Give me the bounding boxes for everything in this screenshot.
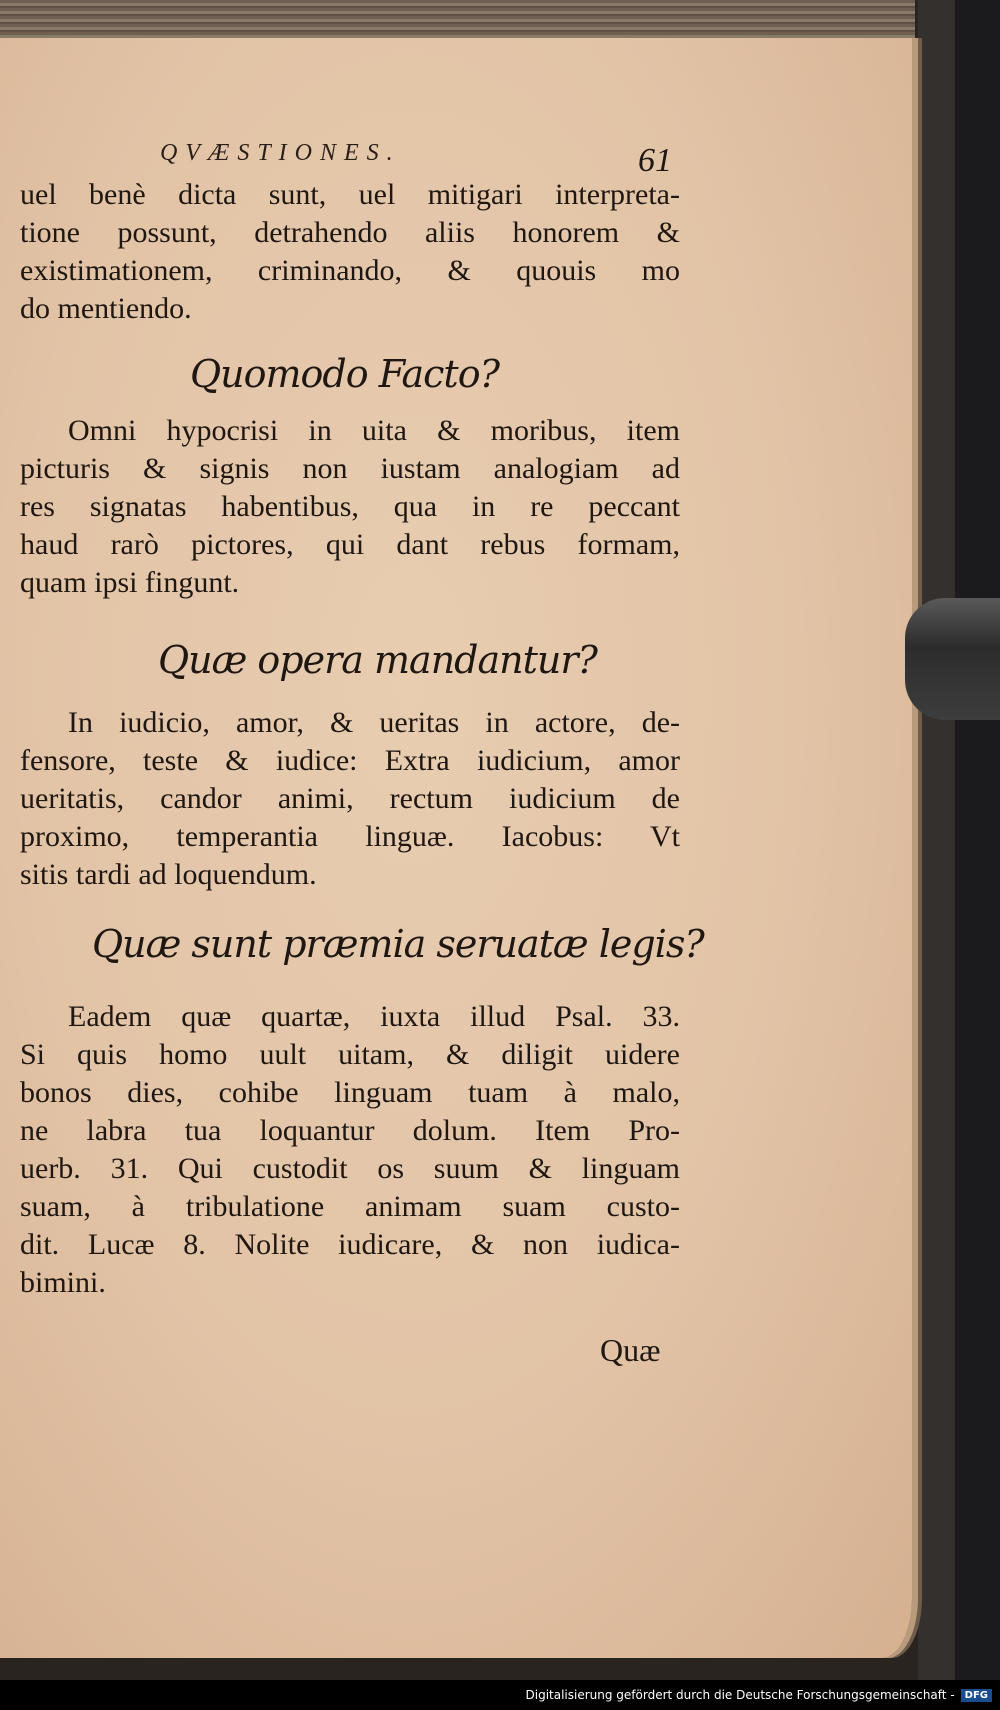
paragraph-3 bbox=[20, 704, 680, 894]
text-line: haud rarò pictores, qui dant rebus formam, bbox=[20, 528, 680, 561]
running-title: QVÆSTIONES. bbox=[160, 140, 401, 166]
paragraph-4 bbox=[20, 998, 680, 1302]
text-line: dit. Lucæ 8. Nolite iudicare, & non iudica- bbox=[20, 1228, 680, 1261]
text-line: bimini. bbox=[20, 1266, 106, 1299]
text-line: Si quis homo uult uitam, & diligit uidere bbox=[20, 1038, 680, 1071]
footer-credit: Digitalisierung gefördert durch die Deutsche Forschungsgemeinschaft - bbox=[525, 1688, 955, 1702]
text-line: Omni hypocrisi in uita & moribus, item bbox=[68, 414, 680, 447]
text-line: sitis tardi ad loquendum. bbox=[20, 858, 317, 891]
question-heading-3: Quæ sunt præmia seruatæ legis? bbox=[92, 922, 704, 966]
dfg-logo-icon: DFG bbox=[961, 1689, 992, 1702]
paragraph-1 bbox=[20, 176, 680, 328]
paragraph-2 bbox=[20, 412, 680, 602]
text-line: fensore, teste & iudice: Extra iudicium, amor bbox=[20, 744, 680, 777]
text-line: uerb. 31. Qui custodit os suum & linguam bbox=[20, 1152, 680, 1185]
text-line: Eadem quæ quartæ, iuxta illud Psal. 33. bbox=[68, 1000, 680, 1033]
binding-shadow bbox=[918, 0, 956, 1680]
footer-bar bbox=[0, 1680, 1000, 1710]
text-line: tione possunt, detrahendo aliis honorem & bbox=[20, 216, 680, 249]
text-line: In iudicio, amor, & ueritas in actore, de- bbox=[68, 706, 680, 739]
text-line: ne labra tua loquantur dolum. Item Pro- bbox=[20, 1114, 680, 1147]
text-line: picturis & signis non iustam analogiam ad bbox=[20, 452, 680, 485]
text-line: uel benè dicta sunt, uel mitigari interpreta- bbox=[20, 178, 680, 211]
question-heading-1: Quomodo Facto? bbox=[190, 352, 499, 396]
text-line: bonos dies, cohibe linguam tuam à malo, bbox=[20, 1076, 680, 1109]
text-line: existimationem, criminando, & quouis mo bbox=[20, 254, 680, 287]
text-line: res signatas habentibus, qua in re peccant bbox=[20, 490, 680, 523]
text-line: ueritatis, candor animi, rectum iudicium de bbox=[20, 782, 680, 815]
text-line: do mentiendo. bbox=[20, 292, 192, 325]
book-clamp bbox=[905, 598, 1000, 720]
question-heading-2: Quæ opera mandantur? bbox=[158, 638, 597, 682]
catchword: Quæ bbox=[600, 1332, 661, 1368]
dark-background bbox=[955, 0, 1000, 1680]
text-line: suam, à tribulatione animam suam custo- bbox=[20, 1190, 680, 1223]
page-number: 61 bbox=[638, 142, 672, 179]
text-line: proximo, temperantia linguæ. Iacobus: Vt bbox=[20, 820, 680, 853]
text-line: quam ipsi fingunt. bbox=[20, 566, 240, 599]
